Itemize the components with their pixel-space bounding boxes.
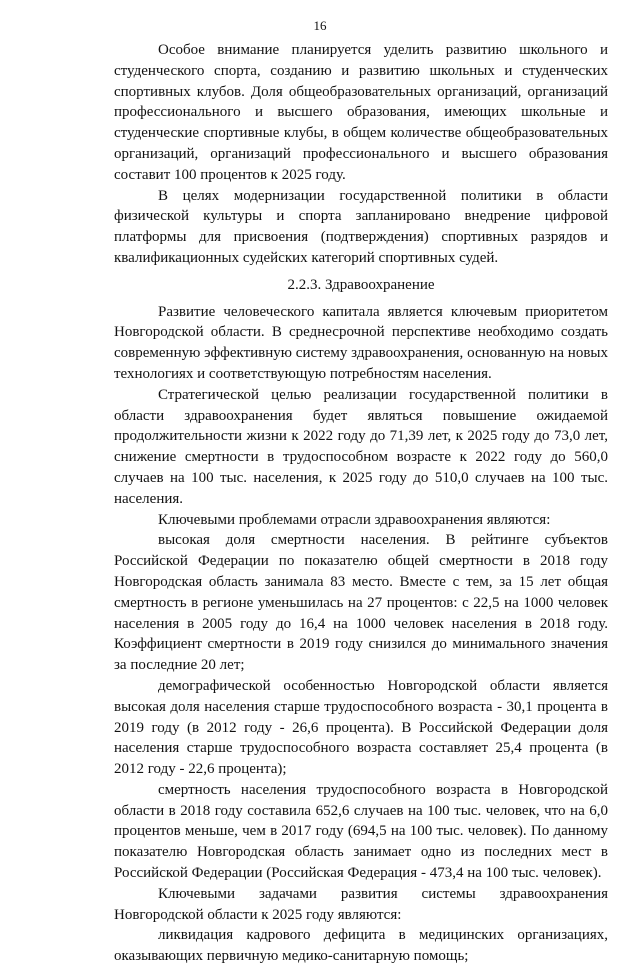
paragraph-digital-platform: В целях модернизации государственной политики в области физической культуры и спорта запланировано внедрение цифровой платформы для присвоения (подтверждения) спортивных разрядов и квалификационных судейских категорий спортивных судей. (114, 187, 608, 266)
page-number: 16 (313, 18, 327, 33)
paragraph-strategic-goal: Стратегической целью реализации государственной политики в области здравоохранения будет являться повышение ожидаемой продолжительности жизни к 2022 году до 71,39 лет, к 2025 году до 73,0 лет, снижение смертности в трудоспособном возрасте к 2022 году до 560,0 случаев на 100 тыс. населения, к 2025 году до 510,0 случаев на 100 тыс. населения. (114, 386, 608, 507)
paragraph-human-capital: Развитие человеческого капитала является ключевым приоритетом Новгородской области. В среднесрочной перспективе необходимо создать современную эффективную систему здравоохранения, основанную на новых технологиях и соответствующую потребностям населения. (114, 303, 608, 382)
section-heading: 2.2.3. Здравоохранение (287, 276, 435, 293)
paragraph-working-age-mortality: смертность населения трудоспособного возраста в Новгородской области в 2018 году составила 652,6 случаев на 100 тыс. человек, что на 6,0 процентов меньше, чем в 2017 году (694,5 на 100 тыс. человек). По данному показателю Новгородская область занимает одно из последних мест в Российской Федерации (Российская Федерация - 473,4 на 100 тыс. человек). (114, 781, 608, 882)
paragraph-demographics: демографической особенностью Новгородской области является высокая доля населения старше трудоспособного возраста - 30,1 процента в 2019 году (в 2012 году - 26,6 процента). В Российской Федерации доля населения старше трудоспособного возраста составляет 25,4 процента (в 2012 году - 22,6 процента); (114, 677, 608, 778)
paragraph-staff-shortage: ликвидация кадрового дефицита в медицинских организациях, оказывающих первичную медико-санитарную помощь; (114, 927, 608, 965)
paragraph-school-sport: Особое внимание планируется уделить развитию школьного и студенческого спорта, созданию и развитию школьных и студенческих спортивных клубов. Доля общеобразовательных организаций, организаций профессионального и высшего образования, имеющих школьные и студенческие спортивные клубы, в общем количестве общеобразовательных организаций, организаций профессионального и высшего образования составит 100 процентов к 2025 году. (114, 42, 608, 183)
paragraph-key-problems-intro: Ключевыми проблемами отрасли здравоохранения являются: (158, 511, 551, 528)
paragraph-mortality-rate: высокая доля смертности населения. В рейтинге субъектов Российской Федерации по показателю общей смертности в 2018 году Новгородская область занимала 83 место. Вместе с тем, за 15 лет общая смертность в регионе уменьшилась на 27 процентов: с 22,5 на 1000 человек населения в 2005 году до 16,4 на 1000 человек населения в 2018 году. Коэффициент смертности в 2019 году снизился до минимального значения за последние 20 лет; (114, 532, 608, 674)
document-body (114, 40, 608, 967)
paragraph-key-tasks-intro: Ключевыми задачами развития системы здравоохранения Новгородской области к 2025 году являются: (114, 885, 608, 923)
